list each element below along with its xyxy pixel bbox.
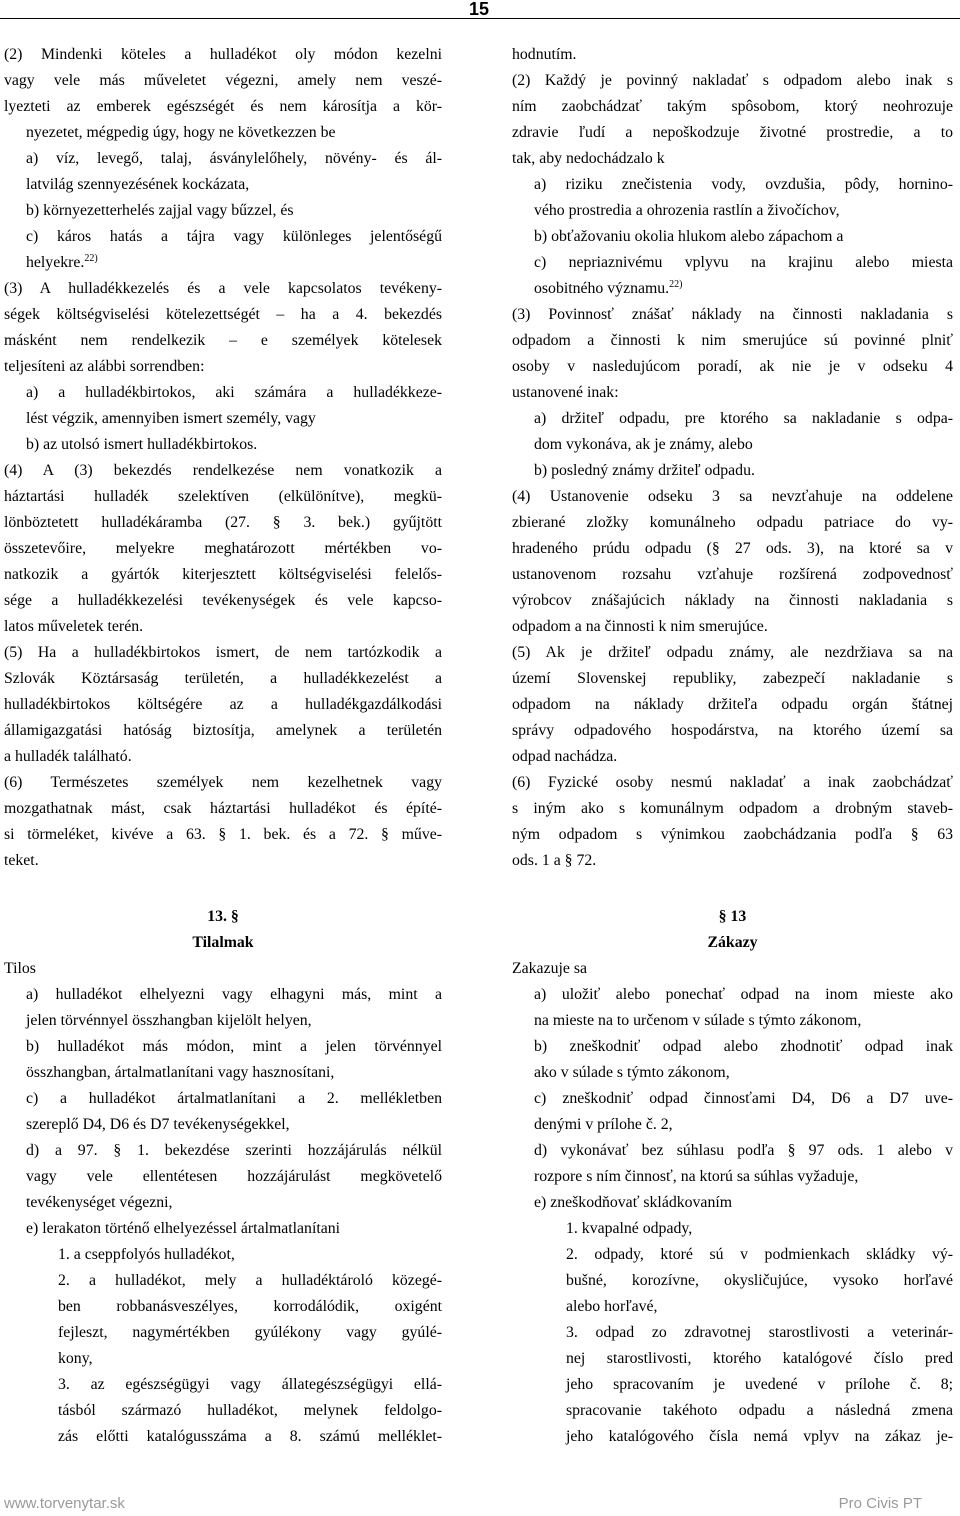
text-line: [4, 224, 442, 250]
text-line: [512, 120, 953, 146]
text-line: [4, 588, 442, 614]
text-line: [4, 250, 442, 276]
text-line-content: d) a 97. § 1. bekezdése szerinti hozzájárulás nélkül: [26, 1142, 442, 1159]
text-line: [512, 588, 953, 614]
text-line-content: osobitného významu.: [534, 280, 670, 297]
text-line-content: a) a hulladékbirtokos, aki számára a hulladékkeze-: [26, 384, 442, 401]
text-line: [4, 614, 442, 640]
text-line: [512, 1268, 953, 1294]
text-line-content: nyezetet, mégpedig úgy, hogy ne következzen be: [26, 124, 336, 141]
text-line-content: vagy vele más műveletet végezni, amely nem veszé-: [4, 72, 442, 89]
text-line-content: (3) Povinnosť znášať náklady na činnosti nakladania s: [512, 306, 953, 323]
text-line: [4, 1268, 442, 1294]
text-line-content: latos műveletek terén.: [4, 618, 144, 635]
text-line-content: 3. az egészségügyi vagy állategészségügyi ellá-: [58, 1376, 442, 1393]
text-line-content: alebo horľavé,: [566, 1298, 658, 1315]
text-line: [4, 1346, 442, 1372]
text-line-content: (6) Fyzické osoby nesmú nakladať a inak zaobchádzať: [512, 774, 953, 791]
text-line-content: tak, aby nedochádzalo k: [512, 150, 665, 167]
text-line: [512, 1320, 953, 1346]
text-line-content: kony,: [58, 1350, 93, 1367]
text-line-content: Tilos: [4, 960, 36, 977]
text-line-content: lést végzik, amennyiben ismert személy, vagy: [26, 410, 316, 427]
text-line-content: másként nem rendelkezik – e személyek kötelesek: [4, 332, 442, 349]
text-line-content: zdravie ľudí a nepoškodzuje životné prostredie, a to: [512, 124, 953, 141]
text-line-content: 3. odpad zo zdravotnej starostlivosti a veterinár-: [566, 1324, 953, 1341]
text-line: [512, 1112, 953, 1138]
text-line-content: (4) A (3) bekezdés rendelkezése nem vonatkozik a: [4, 462, 442, 479]
text-line: [4, 1164, 442, 1190]
text-line: [512, 354, 953, 380]
text-line: [4, 42, 442, 68]
text-line: [512, 982, 953, 1008]
text-line-content: a hulladék található.: [4, 748, 132, 765]
text-line-content: b) obťažovaniu okolia hlukom alebo zápachom a: [534, 228, 844, 245]
text-line: [4, 796, 442, 822]
text-line: [512, 250, 953, 276]
text-line: [512, 956, 953, 982]
text-line-content: helyekre.: [26, 254, 85, 271]
text-line-content: 2. a hulladékot, mely a hulladéktároló közegé-: [58, 1272, 442, 1289]
text-line-content: dom vykonáva, ak je známy, alebo: [534, 436, 753, 453]
text-line: [512, 276, 953, 302]
text-line: [512, 1372, 953, 1398]
text-line-content: hulladékbirtokos költségére az a hulladékgazdálkodási: [4, 696, 442, 713]
text-line-content: háztartási hulladék szelektíven (elkülönítve), megkü-: [4, 488, 442, 505]
hungarian-section-13: [4, 904, 442, 1450]
text-line: [4, 172, 442, 198]
text-line-content: államigazgatási hatóság biztosítja, amelynek a területén: [4, 722, 442, 739]
text-line: [512, 172, 953, 198]
text-line: [4, 1008, 442, 1034]
text-line: [4, 146, 442, 172]
text-line: [4, 982, 442, 1008]
text-line: [512, 930, 953, 956]
text-line: [4, 640, 442, 666]
text-line: [4, 1424, 442, 1450]
text-line-content: hodnutím.: [512, 46, 577, 63]
footnote-reference: 22): [669, 279, 683, 290]
text-line: [4, 1216, 442, 1242]
text-line-content: ustanovené inak:: [512, 384, 619, 401]
text-line-content: ním zaobchádzať takým spôsobom, ktorý neohrozuje: [512, 98, 953, 115]
text-line-content: ségek költségviselési kötelezettségét – ha a 4. bekezdés: [4, 306, 442, 323]
text-line-content: ods. 1 a § 72.: [512, 852, 597, 869]
text-line: [4, 744, 442, 770]
text-line-content: 13. §: [207, 908, 239, 925]
text-line: [512, 796, 953, 822]
text-line: [512, 744, 953, 770]
text-line-content: b) hulladékot más módon, mint a jelen törvénnyel: [26, 1038, 442, 1055]
hungarian-text-column-top: [4, 42, 442, 874]
text-line-content: tevékenységet végezni,: [26, 1194, 173, 1211]
text-line: [512, 406, 953, 432]
slovak-text-column-top: [512, 42, 953, 874]
text-line: [4, 848, 442, 874]
text-line: [512, 432, 953, 458]
text-line-content: teket.: [4, 852, 39, 869]
text-line-content: 2. odpady, ktoré sú v podmienkach skládky vý-: [566, 1246, 953, 1263]
text-line: [512, 510, 953, 536]
text-line: [4, 1112, 442, 1138]
text-line-content: natkozik a gyártók kiterjesztett költségviselési felelős-: [4, 566, 442, 583]
text-line-content: nej starostlivosti, ktorého katalógové číslo pred: [566, 1350, 953, 1367]
text-line: [4, 956, 442, 982]
text-line-content: (5) Ak je držiteľ odpadu známy, ale nezdržiava sa na: [512, 644, 953, 661]
text-line: [512, 484, 953, 510]
text-line-content: jeho spracovaním je uvedené v prílohe č. 8;: [566, 1376, 953, 1393]
text-line-content: 1. kvapalné odpady,: [566, 1220, 693, 1237]
text-line-content: (3) A hulladékkezelés és a vele kapcsolatos tevékeny-: [4, 280, 442, 297]
text-line-content: odpadom na náklady držiteľa odpadu orgán štátnej: [512, 696, 953, 713]
text-line: [4, 458, 442, 484]
text-line-content: (2) Mindenki köteles a hulladékot oly módon kezelni: [4, 46, 442, 63]
text-line: [4, 406, 442, 432]
text-line-content: c) nepriaznivému vplyvu na krajinu alebo miesta: [534, 254, 953, 271]
text-line-content: na mieste na to určenom v súlade s týmto zákonom,: [534, 1012, 862, 1029]
text-line: [4, 484, 442, 510]
text-line-content: odpadom a činnosti k nim smerujúce sú povinné plniť: [512, 332, 953, 349]
page-number: 15: [468, 0, 490, 19]
text-line-content: Szlovák Köztársaság területén, a hulladékkezelést a: [4, 670, 442, 687]
text-line-content: e) lerakaton történő elhelyezéssel ártalmatlanítani: [26, 1220, 341, 1237]
text-line: [4, 562, 442, 588]
text-line-content: výrobcov znášajúcich náklady na činnosti nakladania s: [512, 592, 953, 609]
text-line-content: s iným ako s komunálnym odpadom a drobným staveb-: [512, 800, 953, 817]
text-line: [512, 640, 953, 666]
text-line: [512, 1294, 953, 1320]
text-line: [512, 1242, 953, 1268]
text-line-content: jelen törvénnyel összhangban kijelölt helyen,: [26, 1012, 312, 1029]
text-line: [512, 1190, 953, 1216]
text-line-content: b) zneškodniť odpad alebo zhodnotiť odpad inak: [534, 1038, 953, 1055]
text-line: [4, 1294, 442, 1320]
text-line-content: 1. a cseppfolyós hulladékot,: [58, 1246, 235, 1263]
text-line-content: Tilalmak: [192, 934, 254, 951]
text-line: [512, 1398, 953, 1424]
text-line-content: zás előtti katalógusszáma a 8. számú melléklet-: [58, 1428, 442, 1445]
text-line: [512, 562, 953, 588]
text-line: [512, 1008, 953, 1034]
text-line: [4, 94, 442, 120]
text-line: [512, 1424, 953, 1450]
text-line: [512, 198, 953, 224]
text-line-content: území Slovenskej republiky, zabezpečí nakladanie s: [512, 670, 953, 687]
text-line: [512, 666, 953, 692]
text-line-content: b) környezetterhelés zajjal vagy bűzzel, és: [26, 202, 294, 219]
text-line-content: § 13: [718, 908, 747, 925]
text-line-content: lyezteti az emberek egészségét és nem károsítja a kör-: [4, 98, 442, 115]
text-line: [4, 1320, 442, 1346]
text-line-content: a) uložiť alebo ponechať odpad na inom mieste ako: [534, 986, 953, 1003]
text-line: [4, 1086, 442, 1112]
text-line: [512, 224, 953, 250]
text-line: [512, 536, 953, 562]
text-line: [4, 718, 442, 744]
text-line-content: összetevőire, melyekre meghatározott mértékben vo-: [4, 540, 442, 557]
text-line-content: ako v súlade s týmto zákonom,: [534, 1064, 730, 1081]
text-line-content: správy odpadového hospodárstva, na ktorého území sa: [512, 722, 953, 739]
text-line: [512, 328, 953, 354]
text-line-content: c) a hulladékot ártalmatlanítani a 2. mellékletben: [26, 1090, 442, 1107]
text-line-content: e) zneškodňovať skládkovaním: [534, 1194, 733, 1211]
text-line: [4, 1060, 442, 1086]
text-line: [4, 68, 442, 94]
text-line-content: ným odpadom s výnimkou zaobchádzania podľa § 63: [512, 826, 953, 843]
text-line-content: (5) Ha a hulladékbirtokos ismert, de nem tartózkodik a: [4, 644, 442, 661]
text-line: [4, 276, 442, 302]
footer-publisher: Pro Civis PT: [838, 1495, 922, 1512]
text-line: [4, 198, 442, 224]
text-line-content: c) zneškodniť odpad činnosťami D4, D6 a D7 uve-: [534, 1090, 953, 1107]
text-line-content: ben robbanásveszélyes, korrodálódik, oxigént: [58, 1298, 442, 1315]
text-line-content: jeho katalógového čísla nemá vplyv na zákaz je-: [566, 1428, 953, 1445]
text-line-content: Zákazy: [707, 934, 758, 951]
text-line: [512, 302, 953, 328]
text-line-content: (4) Ustanovenie odseku 3 sa nevzťahuje na oddelene: [512, 488, 953, 505]
text-line-content: si törmeléket, kivéve a 63. § 1. bek. és a 72. § műve-: [4, 826, 442, 843]
text-line-content: zbierané zložky komunálneho odpadu patriace do vy-: [512, 514, 953, 531]
text-line-content: denými v prílohe č. 2,: [534, 1116, 673, 1133]
footer-website: www.torvenytar.sk: [4, 1495, 125, 1512]
text-line-content: spracovanie takéhoto odpadu a následná zmena: [566, 1402, 953, 1419]
text-line-content: vagy vele ellentétesen hozzájárulást megkövetelő: [26, 1168, 442, 1185]
footnote-reference: 22): [84, 253, 98, 264]
text-line-content: ustanovenom rozsahu vzťahuje rozšírená zodpovednosť: [512, 566, 953, 583]
text-line-content: lönböztetett hulladékáramba (27. § 3. bek.) gyűjtött: [4, 514, 442, 531]
text-line: [512, 1164, 953, 1190]
text-line-content: hradeného prúdu odpadu (§ 27 ods. 3), na ktoré sa v: [512, 540, 953, 557]
text-line: [512, 904, 953, 930]
text-line-content: (6) Természetes személyek nem kezelhetnek vagy: [4, 774, 442, 791]
text-line-content: szereplő D4, D6 és D7 tevékenységekkel,: [26, 1116, 290, 1133]
text-line: [512, 146, 953, 172]
text-line: [512, 380, 953, 406]
text-line-content: odpadom a na činnosti k nim smerujúce.: [512, 618, 768, 635]
text-line-content: a) hulladékot elhelyezni vagy elhagyni más, mint a: [26, 986, 442, 1003]
text-line: [4, 328, 442, 354]
text-line: [4, 1138, 442, 1164]
text-line: [512, 770, 953, 796]
text-line: [512, 614, 953, 640]
text-line-content: rozpore s ním činnosť, na ktorú sa súhlas vyžaduje,: [534, 1168, 859, 1185]
text-line: [512, 718, 953, 744]
text-line-content: (2) Každý je povinný nakladať s odpadom alebo inak s: [512, 72, 953, 89]
text-line: [512, 1034, 953, 1060]
text-line: [512, 458, 953, 484]
text-line-content: odpad nachádza.: [512, 748, 618, 765]
text-line: [4, 536, 442, 562]
text-line: [512, 822, 953, 848]
text-line: [4, 1242, 442, 1268]
text-line-content: d) vykonávať bez súhlasu podľa § 97 ods. 1 alebo v: [534, 1142, 953, 1159]
text-line-content: a) víz, levegő, talaj, ásványlelőhely, növény- és ál-: [26, 150, 442, 167]
text-line: [512, 1216, 953, 1242]
text-line: [512, 42, 953, 68]
text-line: [4, 380, 442, 406]
text-line: [512, 1346, 953, 1372]
text-line: [4, 510, 442, 536]
text-line: [4, 666, 442, 692]
text-line: [512, 1138, 953, 1164]
text-line: [512, 1060, 953, 1086]
text-line: [4, 432, 442, 458]
text-line: [4, 822, 442, 848]
text-line: [4, 1398, 442, 1424]
text-line-content: sége a hulladékkezelési tevékenységek és vele kapcso-: [4, 592, 442, 609]
text-line: [4, 302, 442, 328]
text-line-content: mozgathatnak mást, csak háztartási hulladékot és építé-: [4, 800, 442, 817]
text-line-content: teljesíteni az alábbi sorrendben:: [4, 358, 205, 375]
text-line: [4, 930, 442, 956]
text-line: [512, 1086, 953, 1112]
text-line-content: a) držiteľ odpadu, pre ktorého sa nakladanie s odpa-: [534, 410, 953, 427]
text-line: [4, 1190, 442, 1216]
text-line: [4, 354, 442, 380]
text-line-content: b) posledný známy držiteľ odpadu.: [534, 462, 755, 479]
text-line-content: b) az utolsó ismert hulladékbirtokos.: [26, 436, 258, 453]
text-line-content: c) káros hatás a tájra vagy különleges jelentőségű: [26, 228, 442, 245]
text-line: [512, 692, 953, 718]
text-line: [4, 120, 442, 146]
header-rule: [0, 18, 960, 19]
text-line: [4, 1034, 442, 1060]
text-line-content: összhangban, ártalmatlanítani vagy hasznosítani,: [26, 1064, 335, 1081]
text-line: [4, 770, 442, 796]
text-line: [4, 692, 442, 718]
text-line-content: bušné, korozívne, okysličujúce, vysoko horľavé: [566, 1272, 953, 1289]
text-line-content: Zakazuje sa: [512, 960, 587, 977]
slovak-section-13: [512, 904, 953, 1450]
text-line: [4, 904, 442, 930]
text-line-content: a) riziku znečistenia vody, ovzdušia, pôdy, hornino-: [534, 176, 953, 193]
text-line-content: tásból származó hulladékot, melynek feldolgo-: [58, 1402, 442, 1419]
text-line-content: latvilág szennyezésének kockázata,: [26, 176, 250, 193]
text-line: [512, 68, 953, 94]
text-line: [512, 848, 953, 874]
text-line-content: osoby v nasledujúcom poradí, ak nie je v odseku 4: [512, 358, 953, 375]
text-line: [4, 1372, 442, 1398]
text-line-content: vého prostredia a ohrozenia rastlín a živočíchov,: [534, 202, 840, 219]
text-line: [512, 94, 953, 120]
text-line-content: fejleszt, nagymértékben gyúlékony vagy gyúlé-: [58, 1324, 442, 1341]
